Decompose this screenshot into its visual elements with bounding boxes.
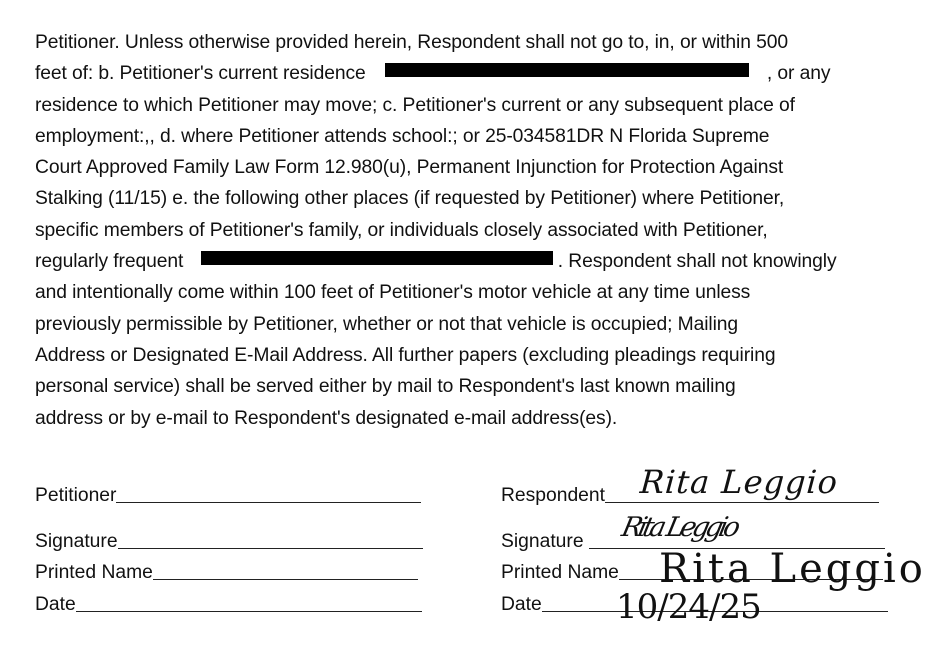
petitioner-signature-line[interactable] bbox=[118, 530, 423, 549]
body-line-13: address or by e-mail to Respondent's designated e-mail address(es). bbox=[35, 407, 618, 429]
body-line-2-start: feet of: b. Petitioner's current residence bbox=[35, 63, 366, 85]
handwritten-name-top-text: Rita Leggio bbox=[638, 463, 840, 501]
handwritten-signature-text: Rita Leggio bbox=[618, 512, 740, 543]
petitioner-printed-name-line[interactable] bbox=[153, 561, 418, 580]
body-line-8 bbox=[35, 246, 915, 277]
redaction-bar-residence bbox=[385, 63, 749, 77]
body-line-11: Address or Designated E-Mail Address. All further papers (excluding pleadings requiring bbox=[35, 344, 776, 366]
body-line-9: and intentionally come within 100 feet of Petitioner's motor vehicle at any time unless bbox=[35, 282, 751, 304]
body-line-10: previously permissible by Petitioner, whether or not that vehicle is occupied; Mailing bbox=[35, 313, 739, 335]
body-line-8-end: . Respondent shall not knowingly bbox=[557, 251, 837, 273]
petitioner-date-line[interactable] bbox=[76, 593, 422, 612]
body-line-1: Petitioner. Unless otherwise provided herein, Respondent shall not go to, in, or within 500 bbox=[35, 32, 788, 53]
body-line-5: Court Approved Family Law Form 12.980(u), Permanent Injunction for Protection Against bbox=[35, 157, 784, 179]
body-line-2 bbox=[35, 58, 915, 89]
petitioner-date-row bbox=[35, 593, 422, 616]
respondent-date-label: Date bbox=[501, 594, 542, 615]
respondent-printed-name-label: Printed Name bbox=[501, 562, 619, 583]
petitioner-date-label: Date bbox=[35, 594, 76, 615]
body-line-4: employment:,, d. where Petitioner attends school:; or 25-034581DR N Florida Supreme bbox=[35, 125, 770, 147]
handwritten-printed-name-text: Rita Leggio bbox=[659, 546, 926, 592]
body-paragraph bbox=[35, 27, 915, 434]
handwritten-date-text: 10/24/25 bbox=[616, 587, 761, 627]
petitioner-row bbox=[35, 484, 421, 507]
handwritten-name-top bbox=[630, 455, 840, 505]
body-line-2-end: , or any bbox=[766, 63, 831, 85]
body-line-6: Stalking (11/15) e. the following other places (if requested by Petitioner) where Petitioner, bbox=[35, 188, 785, 210]
redaction-bar-places bbox=[201, 251, 553, 265]
petitioner-signature-label: Signature bbox=[35, 531, 118, 552]
handwritten-date bbox=[612, 582, 772, 632]
petitioner-signature-row bbox=[35, 530, 423, 553]
body-line-12: personal service) shall be served either by mail to Respondent's last known mailing bbox=[35, 376, 736, 398]
petitioner-line[interactable] bbox=[116, 484, 421, 503]
respondent-signature-label: Signature bbox=[501, 531, 589, 552]
petitioner-printed-name-row bbox=[35, 561, 418, 584]
body-line-3: residence to which Petitioner may move; c. Petitioner's current or any subsequent place of bbox=[35, 94, 795, 116]
respondent-label: Respondent bbox=[501, 485, 605, 506]
petitioner-label: Petitioner bbox=[35, 485, 117, 506]
petitioner-printed-name-label: Printed Name bbox=[35, 562, 153, 583]
body-line-8-start: regularly frequent bbox=[35, 251, 184, 273]
body-line-7: specific members of Petitioner's family, or individuals closely associated with Petitioner, bbox=[35, 219, 768, 241]
